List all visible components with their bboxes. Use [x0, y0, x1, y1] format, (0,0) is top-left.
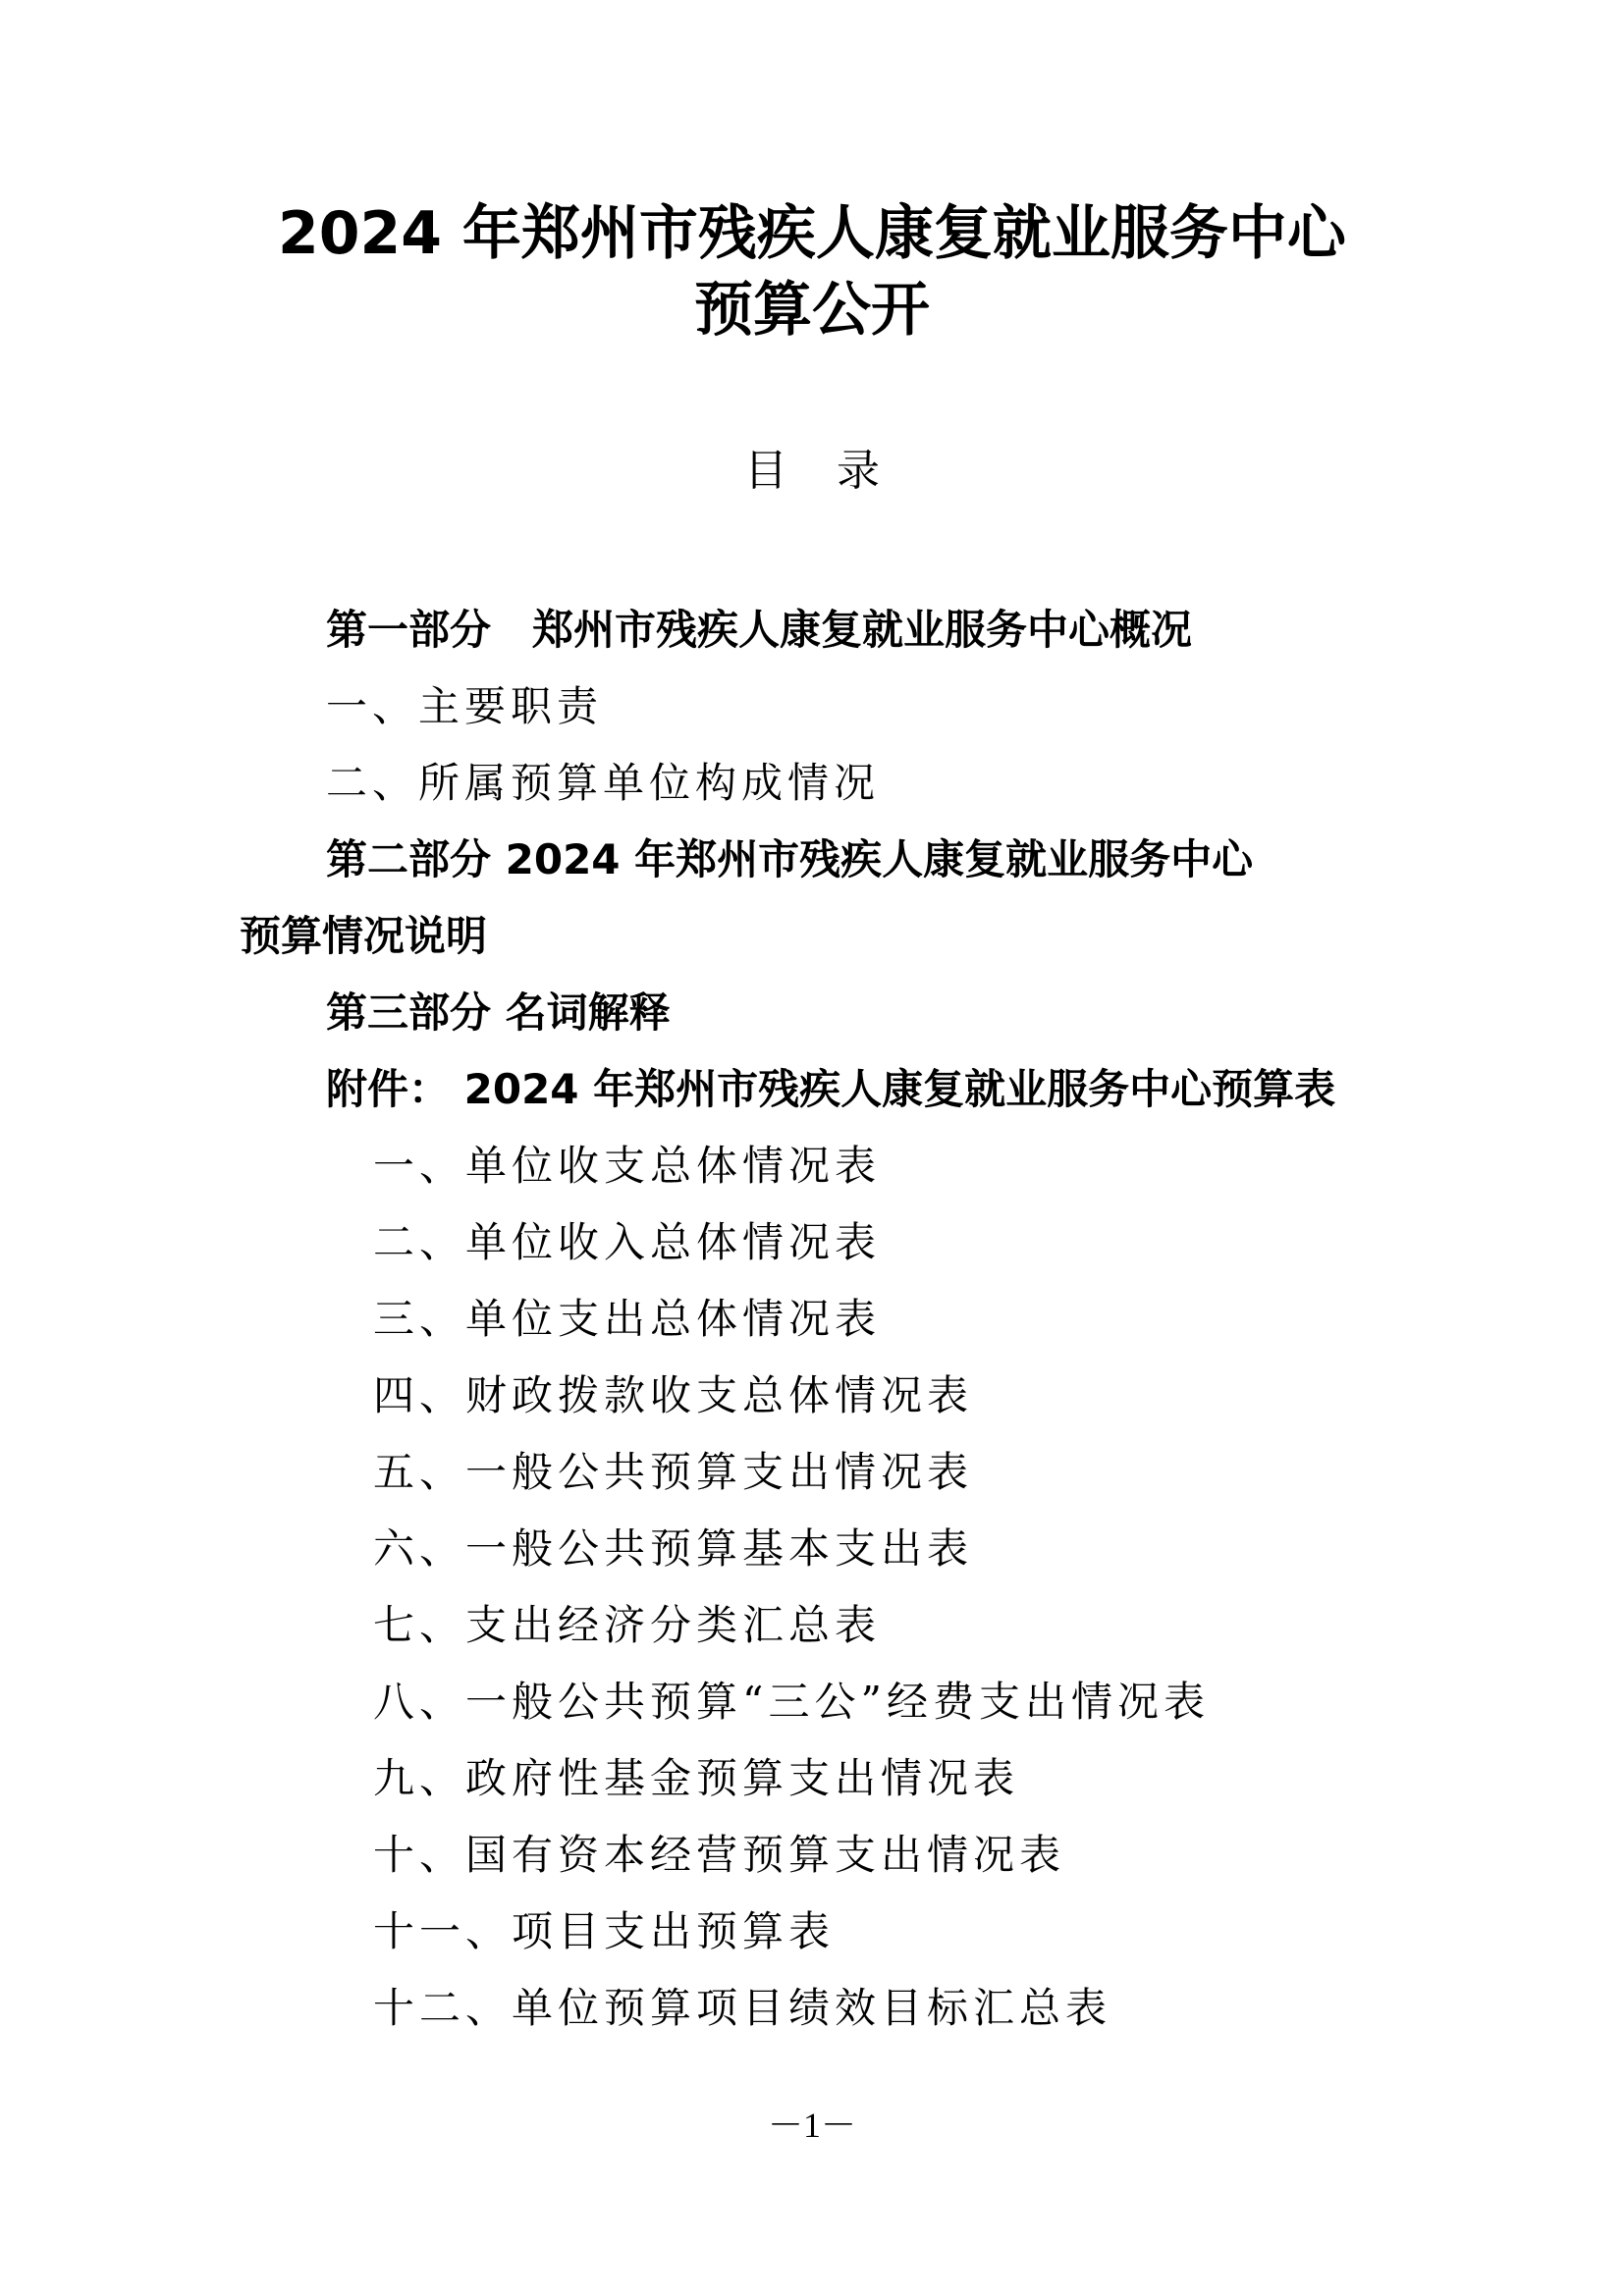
toc-table-item: 二、单位收入总体情况表: [373, 1218, 882, 1266]
toc-part-1-item-1: 一、主要职责: [326, 682, 604, 730]
toc-table-item: 十一、项目支出预算表: [373, 1907, 836, 1955]
toc-part-2-line-2: 预算情况说明: [240, 912, 488, 960]
toc-table-item: 一、单位收支总体情况表: [373, 1142, 882, 1190]
toc-part-1: 第一部分 郑州市残疾人康复就业服务中心概况: [326, 606, 1193, 654]
toc-part-1-item-2: 二、所属预算单位构成情况: [326, 759, 881, 807]
toc-table-item: 七、支出经济分类汇总表: [373, 1601, 882, 1649]
toc-table-item: 四、财政拨款收支总体情况表: [373, 1371, 974, 1419]
toc-part-3: 第三部分 名词解释: [326, 988, 671, 1037]
toc-table-item: 八、一般公共预算“三公”经费支出情况表: [373, 1678, 1210, 1726]
toc-table-item: 十、国有资本经营预算支出情况表: [373, 1831, 1066, 1879]
toc-table-item: 六、一般公共预算基本支出表: [373, 1524, 974, 1573]
toc-table-item: 十二、单位预算项目绩效目标汇总表: [373, 1984, 1112, 2032]
toc-table-item: 九、政府性基金预算支出情况表: [373, 1754, 1020, 1802]
document-title-line-1: 2024 年郑州市残疾人康复就业服务中心: [278, 199, 1346, 268]
page-number: －1－: [767, 2106, 856, 2145]
document-title-line-2: 预算公开: [694, 276, 930, 345]
toc-attachment: 附件： 2024 年郑州市残疾人康复就业服务中心预算表: [326, 1065, 1336, 1113]
toc-table-item: 三、单位支出总体情况表: [373, 1295, 882, 1343]
toc-part-2-line-1: 第二部分 2024 年郑州市残疾人康复就业服务中心: [326, 835, 1254, 883]
toc-heading: 目录: [744, 446, 929, 496]
toc-table-item: 五、一般公共预算支出情况表: [373, 1448, 974, 1496]
